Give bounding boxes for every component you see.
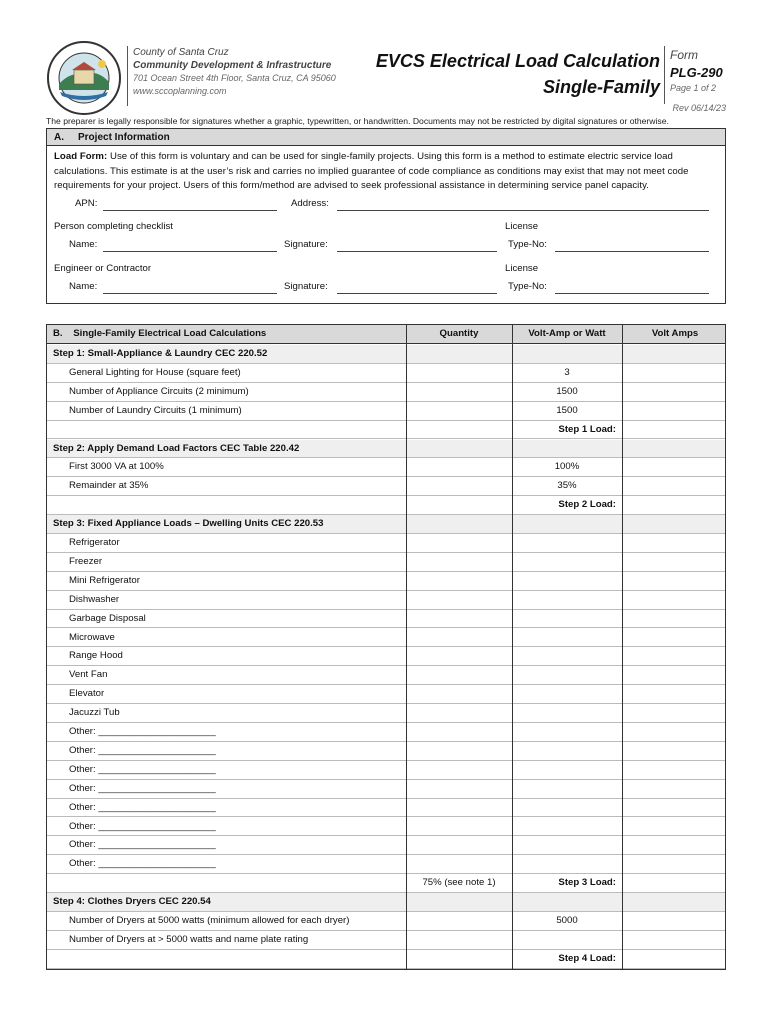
apn-label: APN: bbox=[75, 198, 98, 209]
row-volt-amp-cell bbox=[512, 534, 622, 552]
table-row bbox=[47, 572, 725, 591]
row-volt-amps-cell[interactable] bbox=[623, 572, 727, 590]
row-volt-amps-cell[interactable] bbox=[623, 496, 727, 514]
row-quantity-cell[interactable] bbox=[407, 364, 511, 382]
row-quantity-cell[interactable] bbox=[407, 704, 511, 722]
row-volt-amp-cell bbox=[512, 553, 622, 571]
row-volt-amps-cell[interactable] bbox=[623, 591, 727, 609]
row-quantity-cell[interactable] bbox=[407, 458, 511, 476]
row-volt-amps-cell[interactable] bbox=[623, 950, 727, 968]
row-volt-amps-cell[interactable] bbox=[623, 383, 727, 401]
row-quantity-cell[interactable] bbox=[407, 723, 511, 741]
row-quantity-cell[interactable] bbox=[407, 836, 511, 854]
row-volt-amps-cell[interactable] bbox=[623, 704, 727, 722]
form-label: Form bbox=[670, 48, 698, 62]
row-volt-amp-cell bbox=[512, 666, 622, 684]
table-row bbox=[47, 591, 725, 610]
form-number: PLG-290 bbox=[670, 65, 723, 80]
section-a-letter: A. bbox=[54, 132, 64, 143]
step-load-label: Step 3 Load: bbox=[558, 877, 616, 889]
row-quantity-cell: 75% (see note 1) bbox=[422, 877, 496, 889]
signature-disclaimer: The preparer is legally responsible for signatures whether a graphic, typewritten, or handwritten. Documents may not be restricted by digital signatures or otherwise. bbox=[46, 116, 669, 126]
engineer-signature-field[interactable] bbox=[337, 293, 497, 294]
row-volt-amp-cell: 35% bbox=[557, 480, 577, 492]
row-description: Other: ______________________ bbox=[69, 763, 216, 775]
step-total-row bbox=[47, 950, 725, 969]
load-form-label: Load Form: bbox=[54, 151, 108, 162]
row-volt-amp-cell bbox=[512, 780, 622, 798]
row-volt-amp-cell bbox=[512, 685, 622, 703]
person-name-label: Name: bbox=[69, 239, 98, 250]
table-row bbox=[47, 647, 725, 666]
person-type-no-label: Type-No: bbox=[508, 239, 547, 250]
row-description: Other: ______________________ bbox=[69, 726, 216, 737]
row-volt-amp-cell bbox=[512, 647, 622, 665]
row-volt-amps-cell[interactable] bbox=[623, 685, 727, 703]
step-header-row bbox=[47, 893, 725, 912]
row-volt-amps-cell[interactable] bbox=[623, 761, 727, 779]
row-volt-amp-cell: 3 bbox=[564, 366, 570, 378]
row-description bbox=[69, 950, 419, 968]
column-divider-va bbox=[512, 325, 513, 969]
person-signature-label: Signature: bbox=[284, 239, 328, 250]
row-description: Other: ______________________ bbox=[69, 801, 216, 813]
row-volt-amps-cell[interactable] bbox=[623, 534, 727, 552]
row-volt-amps-cell[interactable] bbox=[623, 818, 727, 836]
row-description: Step 2: Apply Demand Load Factors CEC Table 220.42 bbox=[53, 442, 300, 454]
title-line-2: Single-Family bbox=[542, 77, 660, 97]
row-volt-amp-cell bbox=[512, 799, 622, 817]
row-quantity-cell[interactable] bbox=[407, 647, 511, 665]
row-description: Vent Fan bbox=[69, 669, 108, 681]
engineer-license-label: License bbox=[505, 263, 539, 274]
apn-field[interactable] bbox=[103, 210, 277, 211]
row-volt-amp-cell bbox=[512, 761, 622, 779]
row-quantity-cell bbox=[407, 345, 511, 363]
row-volt-amp-cell: 100% bbox=[554, 461, 580, 473]
column-header-volt-amps: Volt Amps bbox=[651, 328, 699, 339]
table-header-row bbox=[47, 325, 725, 344]
section-b-letter: B. bbox=[53, 328, 63, 339]
person-signature-field[interactable] bbox=[337, 251, 497, 252]
row-description: Other: ______________________ bbox=[69, 782, 216, 794]
row-description: Garbage Disposal bbox=[69, 612, 146, 624]
row-quantity-cell[interactable] bbox=[407, 761, 511, 779]
table-row bbox=[47, 742, 725, 761]
row-description bbox=[69, 496, 419, 514]
table-row bbox=[47, 666, 725, 685]
row-description: Number of Dryers at 5000 watts (minimum allowed for each dryer) bbox=[69, 915, 350, 926]
table-row bbox=[47, 458, 725, 477]
person-type-no-field[interactable] bbox=[555, 251, 709, 252]
table-row bbox=[47, 855, 725, 874]
row-quantity-cell[interactable] bbox=[407, 402, 511, 420]
row-quantity-cell[interactable] bbox=[407, 534, 511, 552]
section-a-header bbox=[47, 129, 725, 146]
row-volt-amp-cell bbox=[512, 629, 622, 647]
row-volt-amps-cell[interactable] bbox=[623, 723, 727, 741]
row-description: Remainder at 35% bbox=[69, 480, 149, 492]
row-quantity-cell bbox=[407, 496, 511, 514]
row-quantity-cell[interactable] bbox=[407, 818, 511, 836]
row-quantity-cell[interactable] bbox=[407, 666, 511, 684]
row-volt-amps-cell[interactable] bbox=[623, 629, 727, 647]
row-volt-amps-cell[interactable] bbox=[623, 742, 727, 760]
address-label: Address: bbox=[291, 198, 329, 209]
row-quantity-cell[interactable] bbox=[407, 553, 511, 571]
row-volt-amps-cell[interactable] bbox=[623, 421, 727, 439]
table-row bbox=[47, 477, 725, 496]
row-volt-amp-cell bbox=[512, 610, 622, 628]
row-volt-amp-cell: 5000 bbox=[556, 915, 578, 926]
address-field[interactable] bbox=[337, 210, 709, 211]
row-quantity-cell[interactable] bbox=[407, 742, 511, 760]
row-volt-amp-cell bbox=[512, 893, 622, 911]
row-description: Number of Laundry Circuits (1 minimum) bbox=[69, 404, 242, 416]
table-row bbox=[47, 799, 725, 818]
step-total-row bbox=[47, 874, 725, 893]
row-volt-amps-cell[interactable] bbox=[623, 553, 727, 571]
row-volt-amps-cell[interactable] bbox=[623, 931, 727, 949]
section-b-title: Single-Family Electrical Load Calculations bbox=[73, 328, 267, 339]
engineer-signature-label: Signature: bbox=[284, 281, 328, 292]
engineer-type-no-field[interactable] bbox=[555, 293, 709, 294]
row-description: Dishwasher bbox=[69, 593, 120, 605]
load-form-description bbox=[54, 150, 718, 194]
row-volt-amps-cell[interactable] bbox=[623, 402, 727, 420]
load-form-text: Use of this form is voluntary and can be used for single-family projects. Using this form is a method to estimate electric service load calculations. This estimate is at the user’s risk and carries no implied guarantee of code compliance as conditions may exist that may not meet code requirements for your project. Users of this form/method are advised to seek professional assistance in determining service panel capacity. bbox=[54, 151, 689, 191]
row-quantity-cell[interactable] bbox=[407, 799, 511, 817]
step-total-row bbox=[47, 496, 725, 515]
table-row bbox=[47, 534, 725, 553]
row-volt-amp-cell bbox=[512, 515, 622, 533]
row-description: Step 4: Clothes Dryers CEC 220.54 bbox=[53, 896, 211, 908]
table-row bbox=[47, 383, 725, 402]
step-load-label: Step 2 Load: bbox=[558, 499, 616, 511]
county-seal-logo bbox=[46, 40, 122, 116]
step-load-label: Step 1 Load: bbox=[558, 423, 616, 435]
row-volt-amp-cell: 1500 bbox=[556, 385, 578, 397]
table-row bbox=[47, 836, 725, 855]
row-volt-amps-cell[interactable] bbox=[623, 477, 727, 495]
table-row bbox=[47, 818, 725, 837]
row-quantity-cell[interactable] bbox=[407, 572, 511, 590]
row-quantity-cell bbox=[407, 893, 511, 911]
column-divider-amps bbox=[622, 325, 623, 969]
row-volt-amp-cell bbox=[512, 836, 622, 854]
person-completing-label: Person completing checklist bbox=[54, 221, 173, 232]
section-b-heading bbox=[53, 325, 403, 343]
row-quantity-cell bbox=[407, 515, 511, 533]
section-project-information bbox=[46, 128, 726, 304]
row-description: General Lighting for House (square feet) bbox=[69, 366, 241, 378]
table-row bbox=[47, 704, 725, 723]
row-quantity-cell[interactable] bbox=[407, 685, 511, 703]
agency-info bbox=[127, 46, 377, 106]
step-header-row bbox=[47, 440, 725, 459]
table-row bbox=[47, 912, 725, 931]
column-header-quantity: Quantity bbox=[439, 328, 479, 339]
row-quantity-cell bbox=[407, 440, 511, 458]
agency-address: 701 Ocean Street 4th Floor, Santa Cruz, CA 95060 bbox=[133, 73, 336, 83]
table-row bbox=[47, 723, 725, 742]
row-quantity-cell[interactable] bbox=[407, 383, 511, 401]
row-volt-amps-cell[interactable] bbox=[623, 799, 727, 817]
row-description: Refrigerator bbox=[69, 537, 120, 548]
row-volt-amp-cell bbox=[512, 704, 622, 722]
row-volt-amp-cell bbox=[512, 572, 622, 590]
row-description: Mini Refrigerator bbox=[69, 574, 140, 586]
row-quantity-cell[interactable] bbox=[407, 610, 511, 628]
section-a-title: Project Information bbox=[78, 132, 170, 143]
engineer-type-no-label: Type-No: bbox=[508, 281, 547, 292]
row-volt-amp-cell bbox=[512, 742, 622, 760]
table-row bbox=[47, 364, 725, 383]
row-quantity-cell[interactable] bbox=[407, 912, 511, 930]
table-row bbox=[47, 629, 725, 648]
revision-date: Rev 06/14/23 bbox=[672, 103, 726, 113]
row-volt-amps-cell[interactable] bbox=[623, 893, 727, 911]
row-volt-amp-cell bbox=[512, 440, 622, 458]
table-row bbox=[47, 780, 725, 799]
row-description bbox=[69, 421, 419, 439]
row-volt-amps-cell[interactable] bbox=[623, 874, 727, 892]
row-volt-amps-cell[interactable] bbox=[623, 666, 727, 684]
step-total-row bbox=[47, 421, 725, 440]
row-description: Microwave bbox=[69, 631, 115, 643]
table-row bbox=[47, 402, 725, 421]
table-row bbox=[47, 553, 725, 572]
row-volt-amps-cell[interactable] bbox=[623, 836, 727, 854]
row-description: Other: ______________________ bbox=[69, 839, 216, 851]
row-description: Elevator bbox=[69, 688, 105, 700]
person-name-field[interactable] bbox=[103, 251, 277, 252]
row-description: Freezer bbox=[69, 555, 103, 567]
row-description: Number of Appliance Circuits (2 minimum) bbox=[69, 385, 249, 397]
county-name: County of Santa Cruz bbox=[133, 47, 229, 58]
row-volt-amp-cell bbox=[512, 931, 622, 949]
row-description: Other: ______________________ bbox=[69, 858, 216, 870]
row-volt-amp-cell: 1500 bbox=[556, 404, 578, 416]
row-quantity-cell bbox=[407, 950, 511, 968]
row-volt-amp-cell bbox=[512, 591, 622, 609]
row-volt-amp-cell bbox=[512, 345, 622, 363]
department-name: Community Development & Infrastructure bbox=[133, 60, 332, 71]
engineer-name-label: Name: bbox=[69, 281, 98, 292]
row-volt-amp-cell bbox=[512, 723, 622, 741]
row-description: Step 1: Small-Appliance & Laundry CEC 220.52 bbox=[53, 348, 268, 359]
row-quantity-cell[interactable] bbox=[407, 855, 511, 873]
row-description: Range Hood bbox=[69, 650, 123, 662]
title-line-1: EVCS Electrical Load Calculation bbox=[375, 51, 660, 71]
table-row bbox=[47, 931, 725, 950]
row-quantity-cell[interactable] bbox=[407, 780, 511, 798]
row-volt-amps-cell[interactable] bbox=[623, 912, 727, 930]
engineer-contractor-label: Engineer or Contractor bbox=[54, 263, 152, 274]
section-load-calculations bbox=[46, 324, 726, 970]
row-quantity-cell[interactable] bbox=[407, 931, 511, 949]
column-divider-quantity bbox=[406, 325, 407, 969]
row-volt-amps-cell[interactable] bbox=[623, 515, 727, 533]
row-volt-amps-cell[interactable] bbox=[623, 647, 727, 665]
page-indicator: Page 1 of 2 bbox=[670, 83, 717, 93]
row-volt-amps-cell[interactable] bbox=[623, 364, 727, 382]
row-quantity-cell bbox=[407, 421, 511, 439]
table-row bbox=[47, 761, 725, 780]
row-description: Other: ______________________ bbox=[69, 820, 216, 832]
row-description: Other: ______________________ bbox=[69, 744, 216, 756]
form-title bbox=[376, 48, 660, 100]
row-description: Jacuzzi Tub bbox=[69, 707, 120, 719]
row-description: Step 3: Fixed Appliance Loads – Dwelling Units CEC 220.53 bbox=[53, 518, 324, 530]
column-header-volt-amp-or-watt: Volt-Amp or Watt bbox=[528, 328, 606, 339]
table-row bbox=[47, 610, 725, 629]
row-volt-amps-cell[interactable] bbox=[623, 440, 727, 458]
step-header-row bbox=[47, 345, 725, 364]
step-header-row bbox=[47, 515, 725, 534]
table-row bbox=[47, 685, 725, 704]
row-quantity-cell[interactable] bbox=[407, 629, 511, 647]
row-volt-amps-cell[interactable] bbox=[623, 855, 727, 873]
form-id-block bbox=[664, 46, 734, 104]
row-quantity-cell[interactable] bbox=[407, 591, 511, 609]
person-license-label: License bbox=[505, 221, 539, 232]
row-description bbox=[69, 874, 419, 892]
row-description: First 3000 VA at 100% bbox=[69, 461, 164, 473]
row-quantity-cell[interactable] bbox=[407, 477, 511, 495]
row-volt-amps-cell[interactable] bbox=[623, 345, 727, 363]
row-volt-amps-cell[interactable] bbox=[623, 610, 727, 628]
agency-website: www.sccoplanning.com bbox=[133, 86, 227, 96]
row-volt-amp-cell bbox=[512, 855, 622, 873]
engineer-name-field[interactable] bbox=[103, 293, 277, 294]
row-volt-amps-cell[interactable] bbox=[623, 780, 727, 798]
row-volt-amp-cell bbox=[512, 818, 622, 836]
step-load-label: Step 4 Load: bbox=[558, 952, 616, 964]
row-description: Number of Dryers at > 5000 watts and name plate rating bbox=[69, 933, 309, 945]
row-volt-amps-cell[interactable] bbox=[623, 458, 727, 476]
